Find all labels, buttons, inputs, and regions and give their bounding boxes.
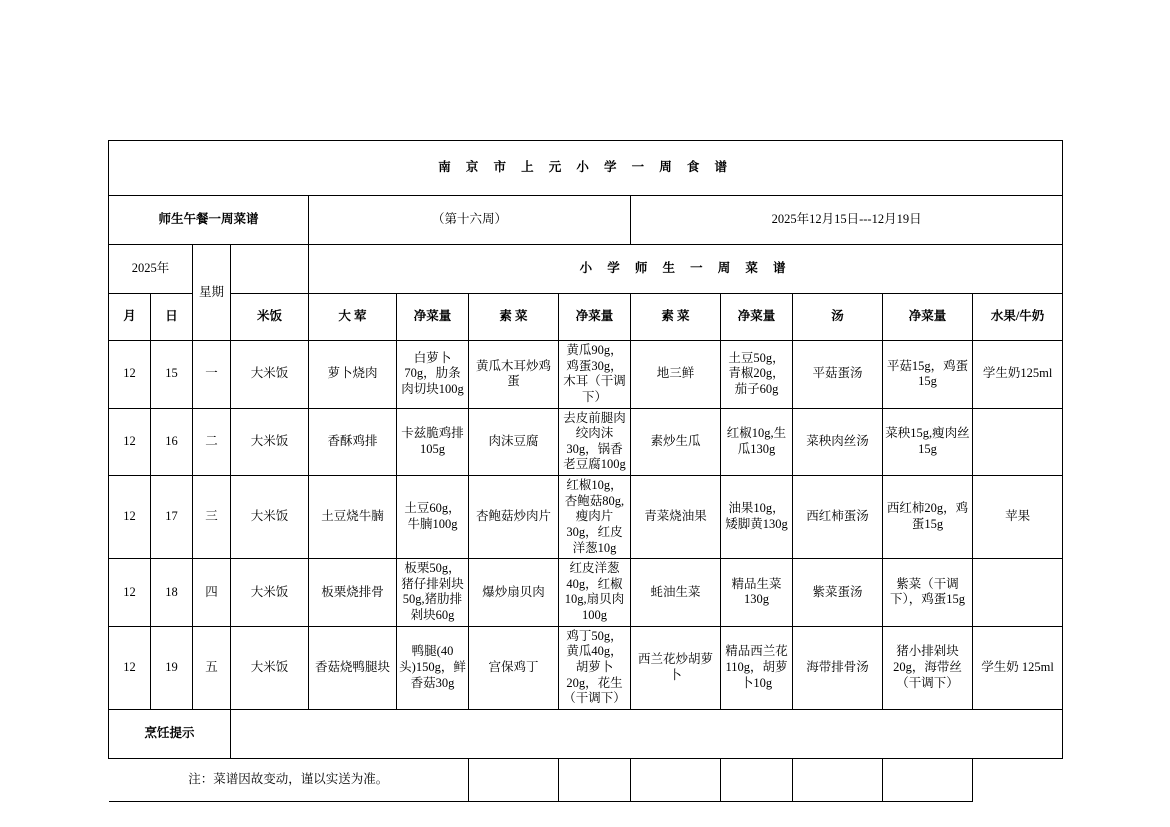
cell-month: 12	[109, 626, 151, 709]
cell-weekday: 三	[193, 476, 231, 559]
cell-fruit-milk: 学生奶125ml	[973, 341, 1063, 409]
note-blank-6	[883, 758, 973, 801]
cell-day: 16	[151, 408, 193, 476]
subtitle-week: （第十六周）	[309, 196, 631, 245]
cell-veg2: 青菜烧油果	[631, 476, 721, 559]
cooking-tips-value	[231, 709, 1063, 758]
cell-soup-weight: 紫菜（干调下），鸡蛋15g	[883, 559, 973, 627]
subtitle-daterange: 2025年12月15日---12月19日	[631, 196, 1063, 245]
table-row	[109, 341, 1063, 409]
cell-main-weight: 土豆60g，牛腩100g	[397, 476, 469, 559]
cell-veg2: 西兰花炒胡萝卜	[631, 626, 721, 709]
cell-soup-weight: 猪小排剁块20g，海带丝（干调下）	[883, 626, 973, 709]
cell-veg1-weight: 去皮前腿肉绞肉沫30g，锅香老豆腐100g	[559, 408, 631, 476]
cell-soup: 菜秧肉丝汤	[793, 408, 883, 476]
cell-soup-weight: 菜秧15g,瘦肉丝15g	[883, 408, 973, 476]
col-veg1: 素 菜	[469, 294, 559, 341]
cell-fruit-milk: 苹果	[973, 476, 1063, 559]
cell-main-dish: 土豆烧牛腩	[309, 476, 397, 559]
title-row	[109, 141, 1063, 196]
cell-veg2-weight: 红椒10g,生瓜130g	[721, 408, 793, 476]
banner-title: 小 学 师 生 一 周 菜 谱	[309, 245, 1063, 294]
col-fruit-milk: 水果/牛奶	[973, 294, 1063, 341]
cell-veg2-weight: 精品西兰花110g，胡萝卜10g	[721, 626, 793, 709]
weekday-header: 星期	[193, 245, 231, 341]
cell-rice: 大米饭	[231, 341, 309, 409]
note-blank-2	[559, 758, 631, 801]
cell-rice: 大米饭	[231, 408, 309, 476]
cell-main-dish: 萝卜烧肉	[309, 341, 397, 409]
cell-weekday: 五	[193, 626, 231, 709]
cell-fruit-milk	[973, 559, 1063, 627]
col-veg2-weight: 净菜量	[721, 294, 793, 341]
cell-rice: 大米饭	[231, 476, 309, 559]
cell-fruit-milk: 学生奶 125ml	[973, 626, 1063, 709]
col-veg1-weight: 净菜量	[559, 294, 631, 341]
col-month: 月	[109, 294, 151, 341]
cell-fruit-milk	[973, 408, 1063, 476]
subtitle-left: 师生午餐一周菜谱	[109, 196, 309, 245]
cell-soup: 海带排骨汤	[793, 626, 883, 709]
cell-soup-weight: 西红柿20g，鸡蛋15g	[883, 476, 973, 559]
cell-veg1: 肉沫豆腐	[469, 408, 559, 476]
cell-day: 17	[151, 476, 193, 559]
note-blank-4	[721, 758, 793, 801]
table-row	[109, 476, 1063, 559]
cell-weekday: 一	[193, 341, 231, 409]
cell-veg1: 宫保鸡丁	[469, 626, 559, 709]
col-soup-weight: 净菜量	[883, 294, 973, 341]
cell-main-dish: 香酥鸡排	[309, 408, 397, 476]
cell-veg2: 蚝油生菜	[631, 559, 721, 627]
cooking-tips-row	[109, 709, 1063, 758]
cell-day: 18	[151, 559, 193, 627]
table-row	[109, 626, 1063, 709]
cell-veg1-weight: 鸡丁50g，黄瓜40g，胡萝卜20g，花生（干调下）	[559, 626, 631, 709]
cell-main-dish: 香菇烧鸭腿块	[309, 626, 397, 709]
banner-row	[109, 245, 1063, 294]
cell-soup: 紫菜蛋汤	[793, 559, 883, 627]
col-main-dish: 大 荤	[309, 294, 397, 341]
cell-main-weight: 白萝卜70g，肋条肉切块100g	[397, 341, 469, 409]
weekly-menu-table	[108, 140, 1063, 802]
cooking-tips-label: 烹饪提示	[109, 709, 231, 758]
cell-main-weight: 板栗50g，猪仔排剁块50g,猪肋排剁块60g	[397, 559, 469, 627]
col-main-weight: 净菜量	[397, 294, 469, 341]
cell-month: 12	[109, 559, 151, 627]
note-blank-1	[469, 758, 559, 801]
cell-main-dish: 板栗烧排骨	[309, 559, 397, 627]
table-row	[109, 408, 1063, 476]
note-row	[109, 758, 1063, 801]
cell-day: 19	[151, 626, 193, 709]
cell-veg2-weight: 精品生菜130g	[721, 559, 793, 627]
cell-soup: 平菇蛋汤	[793, 341, 883, 409]
cell-day: 15	[151, 341, 193, 409]
col-day: 日	[151, 294, 193, 341]
cell-veg1: 黄瓜木耳炒鸡蛋	[469, 341, 559, 409]
cell-veg1-weight: 红椒10g，杏鲍菇80g,瘦肉片30g，红皮洋葱10g	[559, 476, 631, 559]
cell-soup-weight: 平菇15g，鸡蛋15g	[883, 341, 973, 409]
cell-veg1: 爆炒扇贝肉	[469, 559, 559, 627]
cell-veg1: 杏鲍菇炒肉片	[469, 476, 559, 559]
cell-veg2: 素炒生瓜	[631, 408, 721, 476]
cell-veg2: 地三鲜	[631, 341, 721, 409]
col-rice: 米饭	[231, 294, 309, 341]
column-header-row	[109, 294, 1063, 341]
cell-soup: 西红柿蛋汤	[793, 476, 883, 559]
table-row	[109, 559, 1063, 627]
cell-veg2-weight: 油果10g，矮脚黄130g	[721, 476, 793, 559]
subtitle-row	[109, 196, 1063, 245]
cell-weekday: 二	[193, 408, 231, 476]
cell-main-weight: 卡兹脆鸡排105g	[397, 408, 469, 476]
cell-rice: 大米饭	[231, 559, 309, 627]
cell-veg1-weight: 红皮洋葱40g，红椒10g,扇贝肉100g	[559, 559, 631, 627]
note-blank-5	[793, 758, 883, 801]
cell-month: 12	[109, 341, 151, 409]
cell-veg1-weight: 黄瓜90g，鸡蛋30g，木耳（干调下）	[559, 341, 631, 409]
note-blank-3	[631, 758, 721, 801]
col-soup: 汤	[793, 294, 883, 341]
note-blank-7	[973, 758, 1063, 801]
year-label: 2025年	[109, 245, 193, 294]
col-veg2: 素 菜	[631, 294, 721, 341]
menu-document	[108, 140, 1062, 802]
cell-month: 12	[109, 408, 151, 476]
cell-weekday: 四	[193, 559, 231, 627]
page-title: 南 京 市 上 元 小 学 一 周 食 谱	[109, 141, 1063, 196]
cell-main-weight: 鸭腿(40头)150g，鲜香菇30g	[397, 626, 469, 709]
cell-veg2-weight: 土豆50g，青椒20g，茄子60g	[721, 341, 793, 409]
cell-month: 12	[109, 476, 151, 559]
cell-rice: 大米饭	[231, 626, 309, 709]
note-text: 注：菜谱因故变动，谨以实送为准。	[109, 758, 469, 801]
banner-blank	[231, 245, 309, 294]
